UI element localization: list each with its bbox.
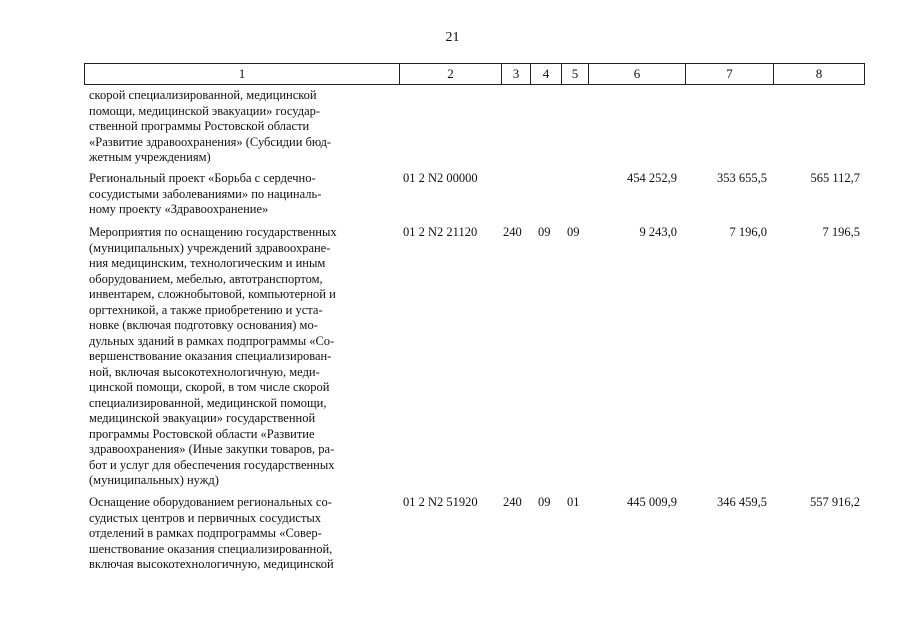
row-description: Оснащение оборудованием региональных со- судистых центров и первичных сосудистых отделений в рамках подпрограммы «Совер- шенствование оказания специализированной, включая высокотехнологичную, медицинской — [89, 495, 334, 571]
header-col-1: 1 — [84, 63, 399, 85]
row-target-code: 01 2 N2 51920 — [403, 495, 478, 509]
row-expense-type: 240 — [503, 225, 522, 239]
row-value-col7: 346 459,5 — [717, 495, 767, 509]
header-col-6: 6 — [588, 63, 685, 85]
row-target-code: 01 2 N2 21120 — [403, 225, 478, 239]
row-subsection: 01 — [567, 495, 580, 509]
row-target-code: 01 2 N2 00000 — [403, 171, 478, 185]
row-description: Мероприятия по оснащению государственных (муниципальных) учреждений здравоохране- ния медицинским, технологическим и иным оборудованием, мебелью, автотранспортом, инвентарем, сложнобытовой, компьютерной и оргтехникой, а также приобретению и уста- новке (включая подготовку основания) мо- дульных зданий в рамках подпрограммы «Со- вершенствование оказания специализирован- ной, включая высокотехнологичную, меди- цинской помощи, скорой, в том числе скорой специализированной, медицинской помощи, медицинской эвакуации» государственной программы Ростовской области «Развитие здравоохранения» (Иные закупки товаров, ра- бот и услуг для обеспечения государственных (муниципальных) нужд) — [89, 225, 337, 487]
header-col-5: 5 — [561, 63, 588, 85]
row-value-col6: 454 252,9 — [627, 171, 677, 185]
row-subsection: 09 — [567, 225, 580, 239]
row-expense-type: 240 — [503, 495, 522, 509]
row-value-col8: 557 916,2 — [810, 495, 860, 509]
row-value-col7: 353 655,5 — [717, 171, 767, 185]
row-value-col8: 565 112,7 — [810, 171, 860, 185]
page-number: 21 — [445, 30, 460, 45]
row-description: скорой специализированной, медицинской помощи, медицинской эвакуации» государ- ственной программы Ростовской области «Развитие здравоохранения» (Субсидии бюд- жетным учреждениям) — [89, 88, 332, 164]
header-col-3: 3 — [501, 63, 530, 85]
row-value-col6: 445 009,9 — [627, 495, 677, 509]
header-col-2: 2 — [399, 63, 501, 85]
header-col-7: 7 — [685, 63, 773, 85]
row-description: Региональный проект «Борьба с сердечно- сосудистыми заболеваниями» по нациналь- ному проекту «Здравоохранение» — [89, 171, 322, 216]
row-section: 09 — [538, 495, 551, 509]
header-col-4: 4 — [530, 63, 561, 85]
row-value-col8: 7 196,5 — [822, 225, 860, 239]
row-value-col6: 9 243,0 — [639, 225, 677, 239]
row-section: 09 — [538, 225, 551, 239]
row-value-col7: 7 196,0 — [729, 225, 767, 239]
header-col-8: 8 — [773, 63, 865, 85]
